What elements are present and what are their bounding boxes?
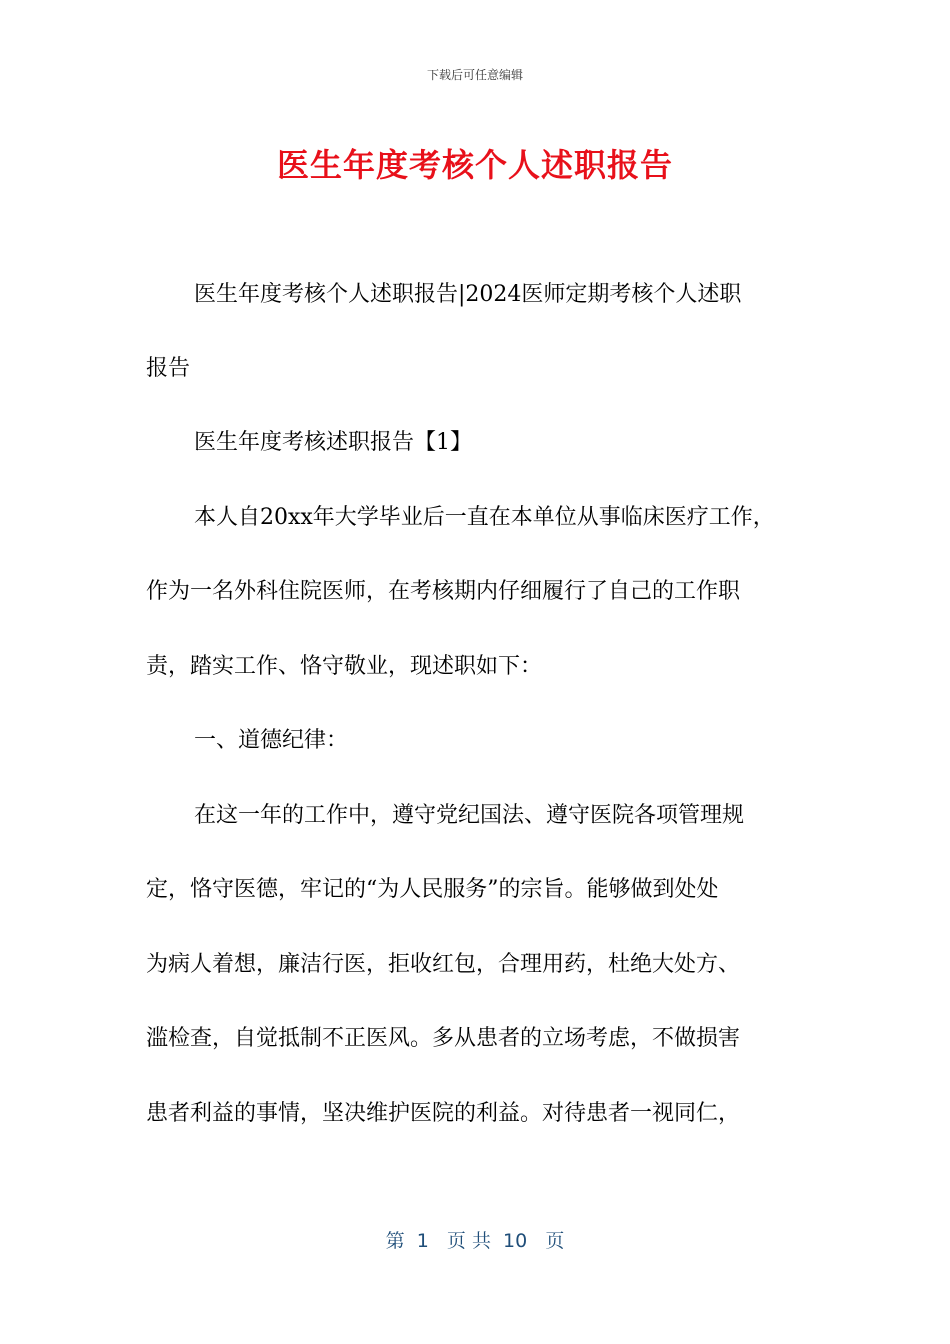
paragraph-line: 作为一名外科住院医师，在考核期内仔细履行了自己的工作职: [146, 579, 741, 604]
section-heading: 医生年度考核述职报告【1】: [194, 430, 472, 455]
paragraph-line: 患者利益的事情，坚决维护医院的利益。对待患者一视同仁，: [146, 1101, 741, 1126]
paragraph-line: 为病人着想，廉洁行医，拒收红包，合理用药，杜绝大处方、: [146, 952, 741, 977]
section-heading: 一、道德纪律：: [194, 728, 349, 753]
paragraph-line: 定，恪守医德，牢记的“为人民服务”的宗旨。能够做到处处: [146, 877, 719, 902]
header-note: 下载后可任意编辑: [426, 68, 523, 82]
paragraph-line: 滥检查，自觉抵制不正医风。多从患者的立场考虑，不做损害: [146, 1026, 741, 1051]
paragraph-line: 报告: [146, 356, 191, 381]
paragraph-line: 医生年度考核个人述职报告|2024医师定期考核个人述职: [194, 282, 742, 307]
paragraph-line: 在这一年的工作中，遵守党纪国法、遵守医院各项管理规: [194, 803, 745, 828]
paragraph-line: 责，踏实工作、恪守敬业，现述职如下：: [146, 654, 543, 679]
paragraph-line: 本人自20xx年大学毕业后一直在本单位从事临床医疗工作，: [194, 505, 775, 530]
page-footer: 第 1 页 共 10 页: [385, 1230, 565, 1252]
document-title: 医生年度考核个人述职报告: [276, 146, 673, 184]
